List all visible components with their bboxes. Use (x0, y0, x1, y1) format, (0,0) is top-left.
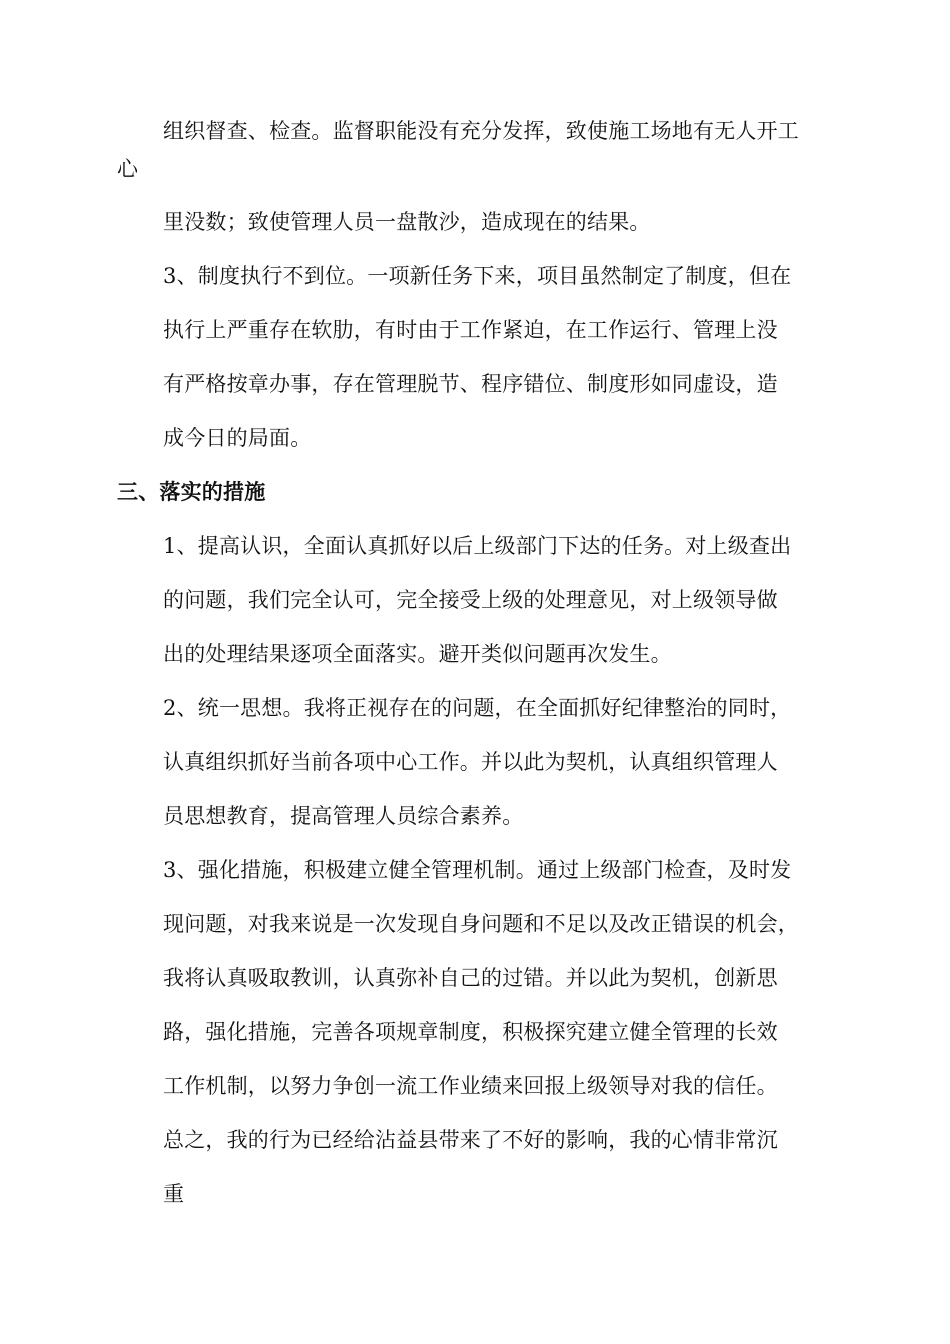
text-line-6: 有严格按章办事，存在管理脱节、程序错位、制度形如同虚设，造 (163, 372, 778, 396)
text-line-4: 3、制度执行不到位。一项新任务下来，项目虽然制定了制度，但在 (163, 264, 792, 288)
text-line-1: 组织督查、检查。监督职能没有充分发挥，致使施工场地有无人开工 (163, 119, 799, 143)
text-line-12: 2、统一思想。我将正视存在的问题，在全面抓好纪律整治的同时， (163, 696, 792, 720)
text-line-5: 执行上严重存在软肋，有时由于工作紧迫，在工作运行、管理上没 (163, 318, 778, 342)
text-line-19: 工作机制，以努力争创一流工作业绩来回报上级领导对我的信任。 (163, 1074, 778, 1098)
text-line-11: 出的处理结果逐项全面落实。避开类似问题再次发生。 (163, 642, 672, 666)
text-line-9: 1、提高认识，全面认真抓好以后上级部门下达的任务。对上级查出 (163, 534, 792, 558)
text-line-21: 重 (163, 1182, 185, 1206)
text-line-7: 成今日的局面。 (163, 426, 312, 450)
text-line-3: 里没数；致使管理人员一盘散沙，造成现在的结果。 (163, 210, 651, 234)
text-line-2: 心 (117, 157, 139, 181)
text-line-10: 的问题，我们完全认可，完全接受上级的处理意见，对上级领导做 (163, 588, 778, 612)
text-line-16: 现问题，对我来说是一次发现自身问题和不足以及改正错误的机会， (163, 912, 799, 936)
text-line-15: 3、强化措施，积极建立健全管理机制。通过上级部门检查，及时发 (163, 858, 792, 882)
text-line-13: 认真组织抓好当前各项中心工作。并以此为契机，认真组织管理人 (163, 750, 778, 774)
section-heading: 三、落实的措施 (117, 479, 266, 504)
text-line-17: 我将认真吸取教训，认真弥补自己的过错。并以此为契机，创新思 (163, 966, 778, 990)
text-line-18: 路，强化措施，完善各项规章制度，积极探究建立健全管理的长效 (163, 1020, 778, 1044)
text-line-20: 总之，我的行为已经给沾益县带来了不好的影响，我的心情非常沉 (163, 1128, 778, 1152)
text-line-14: 员思想教育，提高管理人员综合素养。 (163, 804, 524, 828)
